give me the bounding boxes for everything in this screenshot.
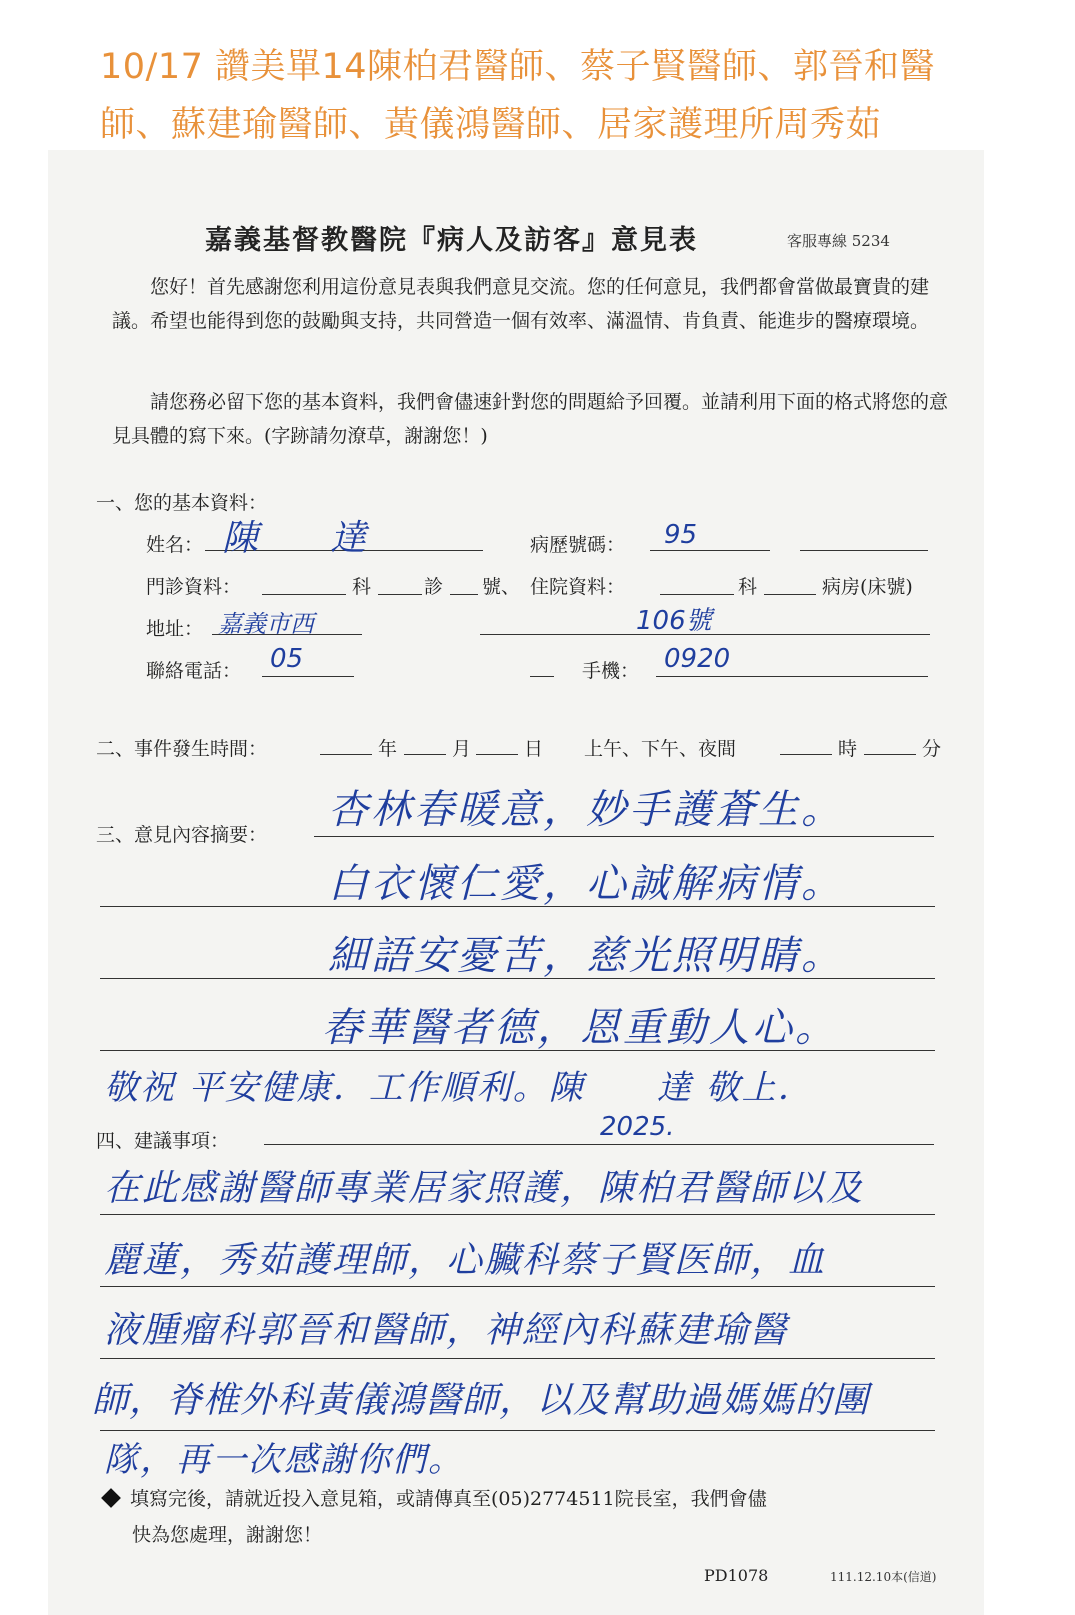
phone-value: 05 [270,644,304,674]
opinion-line-3: 細語安憂苦，慈光照明睛。 [328,933,844,979]
opinion-line-1: 杏林春暖意，妙手護蒼生。 [328,787,844,833]
section4-rule-4 [100,1430,935,1431]
record-label: 病歷號碼： [530,534,626,556]
section4-rule-2 [100,1286,935,1287]
instruction-paragraph: 請您務必留下您的基本資料，我們會儘速針對您的問題給予回覆。並請利用下面的格式將您的意見具體的寫下來。(字跡請勿潦草，謝謝您！) [112,391,949,447]
suggestion-line-5: 隊，再一次感謝你們。 [104,1440,464,1480]
section3-rule-0 [314,836,934,837]
section4-rule-0 [264,1144,934,1145]
form-title: 嘉義基督教醫院『病人及訪客』意見表 [205,225,698,256]
address-value: 嘉義市西 [218,610,314,638]
section4-rule-1 [100,1214,935,1215]
section2-heading: 二、事件發生時間： [96,738,268,760]
opinion-line-4: 舂華醫者德，恩重動人心。 [322,1005,838,1051]
intro-paragraph: 您好！首先感謝您利用這份意見表與我們意見交流。您的任何意見，我們都會當做最寶貴的建議。希望也能得到您的鼓勵與支持，共同營造一個有效率、滿溫情、肯負責、能進步的醫療環境。 [112,276,930,332]
ward-label: 病房(床號) [822,576,913,598]
suggestion-line-2: 麗蓮，秀茹護理師，心臟科蔡子賢医師，血 [104,1240,827,1281]
number-field[interactable] [450,568,478,595]
ward-field[interactable] [764,568,816,595]
dept2-label: 科 [738,576,758,598]
section1-heading: 一、您的基本資料： [96,492,268,514]
clinic-field[interactable] [378,568,422,595]
headline [100,38,1060,154]
year-label: 年 [378,738,398,760]
minute-field[interactable] [864,728,916,755]
name-value: 陳 達 [222,518,367,559]
section4-rule-3 [100,1358,935,1359]
suggestion-line-3: 液腫瘤科郭晉和醫師，神經內科蘇建瑜醫 [104,1310,789,1351]
diamond-bullet-icon [101,1488,121,1508]
day-label: 日 [524,738,544,760]
outpatient-dept-field[interactable] [262,568,346,595]
clinic-label: 診 [424,576,444,598]
month-field[interactable] [404,728,446,755]
hour-field[interactable] [780,728,832,755]
opinion-line-5: 敬祝 平安健康．工作順利。陳 達 敬上． [104,1068,814,1108]
footer-note-line-2: 快為您處理，謝謝您！ [132,1524,323,1546]
section4-heading: 四、建議事項： [96,1130,230,1152]
suggestion-line-4: 師，脊椎外科黃儀鴻醫師，以及幫助過媽媽的團 [92,1380,870,1421]
section3-heading: 三、意見內容摘要： [96,824,268,846]
ampm-label: 上午、下午、夜間 [584,738,737,760]
dept-label: 科 [352,576,372,598]
form-version: 111.12.10本(信道) [830,1570,937,1584]
phone-field-2[interactable] [530,650,554,677]
mobile-value: 0920 [664,644,731,674]
footer-note [104,1484,767,1511]
opinion-line-2: 白衣懷仁愛，心誠解病情。 [328,861,844,907]
suggestion-line-1: 在此感謝醫師專業居家照護，陳柏君醫師以及 [104,1168,865,1209]
record-field-2[interactable] [800,524,928,551]
footer-note-line-1: 填寫完後，請就近投入意見箱，或請傳真至(05)2774511院長室，我們會儘 [130,1488,767,1510]
name-label: 姓名： [146,534,204,556]
year-field[interactable] [320,728,372,755]
inpatient-dept-field[interactable] [660,568,734,595]
record-value: 95 [664,520,698,550]
hour-label: 時 [838,738,858,760]
outpatient-label: 門診資料： [146,576,242,598]
address-value-2: 106號 [636,606,712,636]
minute-label: 分 [922,738,942,760]
year-note: 2025. [600,1112,675,1142]
day-field[interactable] [476,728,518,755]
mobile-label: 手機： [582,660,640,682]
number-label: 號、 [482,576,521,598]
headline-line-2: 師、蘇建瑜醫師、黃儀鴻醫師、居家護理所周秀茹 [100,105,882,145]
headline-line-1: 10/17 讚美單14陳柏君醫師、蔡子賢醫師、郭晉和醫 [100,47,936,87]
phone-label: 聯絡電話： [146,660,242,682]
form-code: PD1078 [704,1566,769,1585]
month-label: 月 [452,738,472,760]
address-label: 地址： [146,618,204,640]
inpatient-label: 住院資料： [530,576,626,598]
hotline: 客服專線 5234 [787,232,890,250]
